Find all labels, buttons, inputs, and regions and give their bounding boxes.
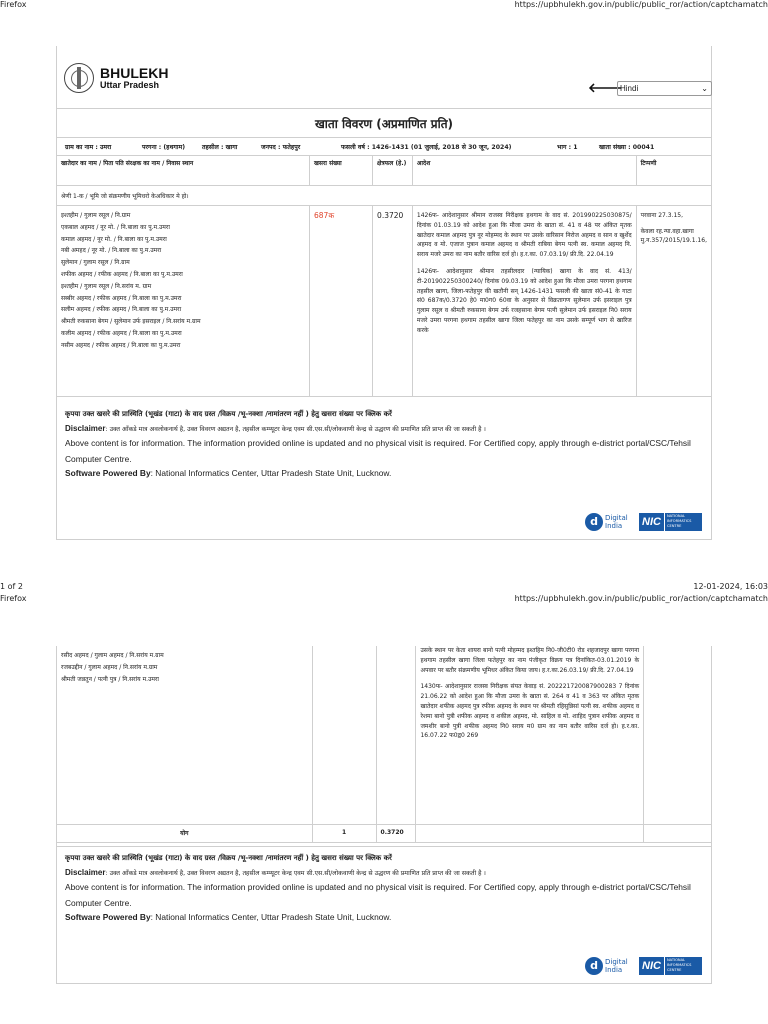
area-cell: 0.3720 [373,206,413,397]
owner-item: नबी अमहद / नूर मो. / नि.बाला का पु.म.उमरा [61,247,162,255]
disclaimer [65,868,703,877]
owner-item: सुलेमान / गुलाम रसूल / नि.ग्राम [61,259,130,267]
owner-item: नसीम अहमद / रफीक अहमद / नि.बाला का पु.म.उमरा [61,341,181,349]
nic-text: NATIONAL INFORMATICS CENTRE [665,513,702,531]
owner-item: इश्तहीम / गुलाम रसूल / नि.सरांय म. ग्राम [61,282,152,290]
order-entry: 1426फ- आदेशानुसार श्रीमान राजस्व निरीक्षक हथगाम के वाद सं. 201990225030875/ दिनांक 01.03.19 को आदेश हुआ कि मौजा उमरा के खाता सं. 41 व 48 पर अंकित मृतक खातेदार कमाल अहमद पुत्र नूर मोहम्मद के स्थान पर उसके वारिसान निरोज अहमद व सान व खुर्शेद अहमद व मो. एजाज पुत्रान कमाल अहमद व श्रीमती राबिया बेगम पत्नी स्व. कमाल अहमद नि. सराय मजरे उमरा का नाम बतौर वारिस दर्ज हो। ह.र.का. 07.03.19/ फ्री.दि. 22.04.19 [416,212,632,259]
header-owner: खातेदार का नाम / पिता पति संरक्षक का नाम / निवास स्थान [57,156,310,186]
total-remark-cell [644,824,712,842]
order-entry: 1430फ- आदेशानुसार राजस्व निरीक्षक संयत केवाड़ सं. 202221720087900283 7 दिनांक 21.06.22 को आदेश हुआ कि मौजा उमरा के खाता सं. 264 व 41 व 363 पर अंकित मृतक खातेदार शफीक अहमद पुत्र रफीक अहमद के स्थान पर श्रीमती रहिसुन्निसां पत्नी स्व. शफीक अहमद व रेशमा बानो पुत्री शफीक अहमद व शकील अहमद, मो. साहिल व मो. शाहिद पुत्रान शफीक अहमद व जमशीर बानो पुत्री शफीक अहमद नि0 सराय म0 ग्राम का नाम बतौर वारिस दर्ज हो। ह.र.का. 16.07.22 फ0द्व0 269 [420,683,640,740]
table-header-row [57,156,712,186]
owner-item: रसीद अहमद / गुलाम अहमद / नि.सरांय म.ग्राम [61,652,164,659]
khasra-cell [310,206,373,397]
above-content-text: Above content is for information. The information provided online is updated and no physical visit is required. For Certified copy, apply through e-district portal/CSC/Tehsil Computer Centre. [65,438,691,464]
disclaimer-text: : उक्त आँकडे मात्र अवलोकनार्थ है, उक्त विवरण अद्यतन है, तहसील कम्प्यूटर केन्द्र एवम सी.एस.सी/लोकवाणी केन्द्र से उद्धरण की प्रमाणित प्रति प्राप्त की जा सकती है । [105,870,486,877]
total-label: योग [57,824,313,842]
meta-tehsil: तहसील : खागा [202,144,238,151]
back-arrow-icon[interactable]: 🡐 [588,81,623,96]
category-row [57,186,712,206]
print-datetime: 12-01-2024, 16:03 [693,582,768,591]
nic-logo [639,513,702,531]
order-entry: 1426फ- आदेशानुसार श्रीमान तहसीलदार (न्यायिक) खागा के वाद सं. 413/ टी-201902250300240/ दिनांक 09.03.19 को आदेश हुआ कि मौजा उमरा परगना हथगाम तहसील खागा, जिला-फतेहपुर की खतौनी सन् 1426-1431 फसली की खाता सं0-41 के गाटा सं0 687क/0.3720 हे0 मा0ग0 60वा के अनुसार से विक्रतागण सुलेमान उर्फ इसराइल पुत्र गुलाम रसूल व श्रीमती रुकसाना बेगम उर्फ रजहसाना बेगम पत्नी सुलेमान उर्फ इसराइल नि0 सराय मजरे उमरा परगना हथगाम तहसील खागा जिला फतेहपुर का नाम उसके सम्पूर्ण भाग से खारिज करके [416,267,632,334]
remark-line: केवला रह.न्या.वहा.खागा मु.न.357/2015/19.1.16, [640,227,707,244]
meta-village: ग्राम का नाम : उमरा [65,144,112,151]
powered-text: : National Informatics Center, Uttar Pradesh State Unit, Lucknow. [150,912,392,922]
table-row [57,646,712,824]
brand-subtitle: Uttar Pradesh [100,79,160,90]
total-order-cell [416,824,644,842]
brand[interactable] [64,62,168,94]
above-content-text: Above content is for information. The information provided online is updated and no physical visit is required. For Certified copy, apply through e-district portal/CSC/Tehsil Computer Centre. [65,882,691,908]
order-cell [416,646,644,824]
disclaimer [65,424,703,433]
print-url: https://upbhulekh.gov.in/public/public_ror/action/captchamatch [514,0,768,9]
khasra-link[interactable]: 687क [314,211,335,220]
page-title: खाता विवरण (अप्रमाणित प्रति) [56,108,712,138]
digital-india-icon: d [585,957,603,975]
owners-cell [57,206,310,397]
header-order: आदेश [412,156,636,186]
state-emblem-icon [64,63,94,93]
language-select[interactable] [617,81,712,96]
click-note: कृपया उक्त खसरे की प्रास्थिति (भूखंड (गाटा) के वाद ग्रस्त /विक्रय /भू-नक्शा /नामांतरण नहीं ) हेतु खसरा संख्या पर क्लिक करें [65,410,392,418]
order-entry: उसके स्थान पर केता शायरा बानो पत्नी मोहम्मद इश्तहिम नि0-जी0टी0 रोड शहजादपुर खागा परगना हथगाम तहसील खागा जिला फतेहपुर का नाम पंजीकृत विक्रय पत्र दिनांकित-03.01.2019 के अपवार पर बतौर संक्रमणीय भूमिधर अंकित किया जाय। ह.र.का.26.03.19/ फ्री.दि. 27.04.19 [420,647,640,674]
owner-item: रजबउद्दीन / गुलाम अहमद / नि.सरांय म.ग्राम [61,663,158,671]
page-counter: 1 of 2 [0,582,23,591]
total-row [57,824,712,842]
digital-india-logo [585,957,631,975]
category-label: श्रेणी 1-क / भूमि जो संक्रमणीय भूमिधरो केअधिकार मे हो। [57,186,712,206]
owner-item: सलीम अहमद / रफीक अहमद / नि.बाला का पु.म.उमरा [61,306,182,314]
meta-district: जनपद : फतेहपुर [261,144,301,151]
table-row [57,206,712,397]
owners-cell [57,646,313,824]
nic-mark: NIC [639,957,664,975]
remark-cell [636,206,711,397]
owner-item: श्रीमती जन्नतुन / पत्नी पुत्र / नि.सरांय म.उमरा [61,675,159,683]
khata-meta-row [56,138,712,155]
digital-india-icon: d [585,513,603,531]
owner-item: इश्तहीम / गुलाम रसूल / नि.ग्राम [61,212,131,219]
print-url: https://upbhulekh.gov.in/public/public_ror/action/captchamatch [514,594,768,603]
disclaimer-label: Disclaimer [65,424,106,433]
owner-item: कमाल अहमद / नूर मो. / नि.बाला का पु.म.उमरा [61,235,167,243]
print-browser-label: Firefox [0,0,27,9]
click-note: कृपया उक्त खसरे की प्रास्थिति (भूखंड (गाटा) के वाद ग्रस्त /विक्रय /भू-नक्शा /नामांतरण नहीं ) हेतु खसरा संख्या पर क्लिक करें [65,854,392,862]
meta-fasli: फसली वर्ष : 1426-1431 (01 जुलाई, 2018 से 30 जून, 2024) [341,144,512,151]
khasra-cell [312,646,376,824]
powered-label: Software Powered By [65,912,151,922]
footer-logos [585,511,702,533]
powered-by [65,912,703,922]
language-selected-value: Hindi [620,84,639,93]
powered-by [65,468,703,478]
digital-india-text: Digital India [605,514,628,530]
footer-logos [585,955,702,977]
nic-text: NATIONAL INFORMATICS CENTRE [665,957,702,975]
nic-mark: NIC [639,513,664,531]
remark-cell [644,646,712,824]
total-count: 1 [312,824,376,842]
total-area: 0.3720 [376,824,416,842]
order-cell [412,206,636,397]
chevron-down-icon: ⌄ [701,84,708,93]
nic-logo [639,957,702,975]
meta-pargana: परगना : (हथगाम) [142,144,186,151]
header-khasra: खसरा संख्या [310,156,373,186]
digital-india-logo [585,513,631,531]
khata-table-continued [56,646,712,843]
print-browser-label: Firefox [0,594,27,603]
powered-label: Software Powered By [65,468,151,478]
area-cell [376,646,416,824]
owner-item: कलीम अहमद / रफीक अहमद / नि.बाला का पु.म.उमरा [61,329,182,337]
header-area: क्षेत्रफल (हे.) [373,156,413,186]
powered-text: : National Informatics Center, Uttar Pradesh State Unit, Lucknow. [150,468,392,478]
disclaimer-label: Disclaimer [65,868,106,877]
digital-india-text: Digital India [605,958,628,974]
owner-item: शफीक अहमद / रफीक अहमद / नि.बाला का पु.म.उमरा [61,270,183,278]
header-remark: टिप्पणी [636,156,711,186]
brand-title: BHULEKH [100,64,169,81]
meta-khata: खाता संख्या : 00041 [599,144,655,151]
owner-item: सब्बीर अहमद / रफीक अहमद / नि.बाला का पु.म.उमरा [61,294,182,302]
khata-table [56,155,712,397]
remark-line: परवाना 27.3.15, [640,212,684,219]
meta-bhag: भाग : 1 [557,144,578,151]
disclaimer-text: : उक्त आँकडे मात्र अवलोकनार्थ है, उक्त विवरण अद्यतन है, तहसील कम्प्यूटर केन्द्र एवम सी.एस.सी/लोकवाणी केन्द्र से उद्धरण की प्रमाणित प्रति प्राप्त की जा सकती है । [105,426,486,433]
owner-item: श्रीमती रुकसाना बेगम / सुलेमान उर्फ इसराइल / नि.सरांय म.ग्राम [61,318,201,326]
owner-item: एकबाल अहमद / नूर मो. / नि.बाला का पु.म.उमरा [61,223,170,231]
